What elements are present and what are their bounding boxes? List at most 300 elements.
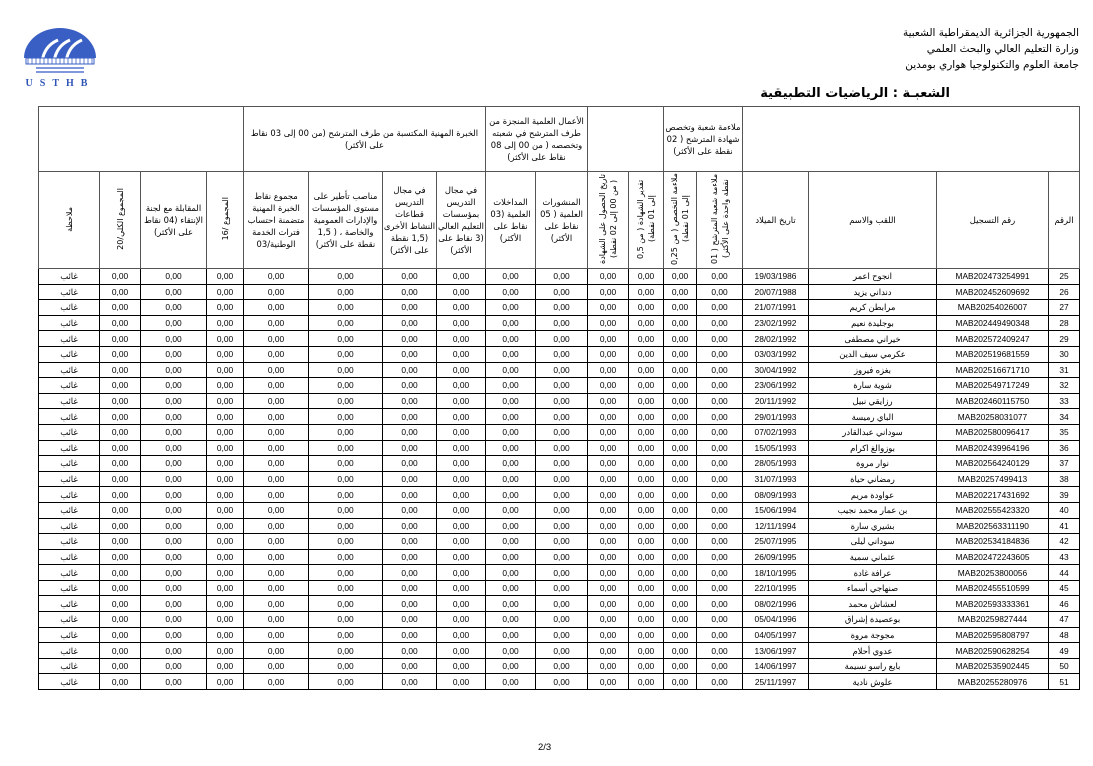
header-blank-identity — [743, 107, 1080, 172]
cell-specialty-suitability: 0,00 — [664, 549, 697, 565]
cell-degree-grade: 0,00 — [629, 409, 664, 425]
col-degree-date: تاريخ الحصول على الشهادة ( من 00 إلى 02 نقطة) — [588, 172, 629, 269]
cell-grand-total: 0,00 — [100, 424, 141, 440]
cell-publications: 0,00 — [536, 549, 588, 565]
cell-publications: 0,00 — [536, 393, 588, 409]
cell-higher-ed-teaching: 0,00 — [437, 674, 486, 690]
cell-name: بوجليدة نعيم — [809, 315, 937, 331]
cell-remark: غائب — [39, 565, 100, 581]
cell-communications: 0,00 — [486, 487, 536, 503]
cell-specialty-suitability: 0,00 — [664, 269, 697, 285]
cell-index: 44 — [1049, 565, 1080, 581]
cell-birth-date: 08/02/1996 — [743, 596, 809, 612]
cell-interview: 0,00 — [141, 502, 207, 518]
cell-index: 34 — [1049, 409, 1080, 425]
cell-index: 47 — [1049, 612, 1080, 628]
cell-publications: 0,00 — [536, 346, 588, 362]
cell-birth-date: 30/04/1992 — [743, 362, 809, 378]
cell-registration: MAB202595808797 — [937, 627, 1049, 643]
cell-interview: 0,00 — [141, 362, 207, 378]
cell-communications: 0,00 — [486, 346, 536, 362]
cell-subtotal: 0,00 — [207, 393, 244, 409]
cell-publications: 0,00 — [536, 424, 588, 440]
cell-branch-suitability: 0,00 — [697, 674, 743, 690]
cell-publications: 0,00 — [536, 612, 588, 628]
cell-specialty-suitability: 0,00 — [664, 300, 697, 316]
cell-registration: MAB202572409247 — [937, 331, 1049, 347]
cell-registration: MAB202549717249 — [937, 378, 1049, 394]
cell-publications: 0,00 — [536, 378, 588, 394]
cell-higher-ed-teaching: 0,00 — [437, 346, 486, 362]
cell-other-sectors: 0,00 — [383, 456, 437, 472]
cell-registration: MAB20253800056 — [937, 565, 1049, 581]
cell-higher-ed-teaching: 0,00 — [437, 596, 486, 612]
table-row — [39, 409, 1080, 425]
cell-experience-total: 0,00 — [244, 565, 309, 581]
cell-interview: 0,00 — [141, 643, 207, 659]
cell-birth-date: 15/06/1994 — [743, 502, 809, 518]
cell-other-sectors: 0,00 — [383, 440, 437, 456]
cell-remark: غائب — [39, 331, 100, 347]
cell-interview: 0,00 — [141, 284, 207, 300]
cell-subtotal: 0,00 — [207, 331, 244, 347]
cell-remark: غائب — [39, 612, 100, 628]
cell-communications: 0,00 — [486, 362, 536, 378]
cell-specialty-suitability: 0,00 — [664, 596, 697, 612]
cell-registration: MAB202516671710 — [937, 362, 1049, 378]
cell-management: 0,00 — [309, 300, 383, 316]
cell-subtotal: 0,00 — [207, 471, 244, 487]
cell-name: عثماني سمية — [809, 549, 937, 565]
cell-degree-date: 0,00 — [588, 378, 629, 394]
cell-degree-grade: 0,00 — [629, 456, 664, 472]
cell-index: 51 — [1049, 674, 1080, 690]
cell-branch-suitability: 0,00 — [697, 612, 743, 628]
table-row — [39, 300, 1080, 316]
cell-name: دنداني يزيد — [809, 284, 937, 300]
cell-grand-total: 0,00 — [100, 643, 141, 659]
cell-interview: 0,00 — [141, 269, 207, 285]
cell-other-sectors: 0,00 — [383, 518, 437, 534]
cell-branch-suitability: 0,00 — [697, 580, 743, 596]
cell-branch-suitability: 0,00 — [697, 487, 743, 503]
cell-birth-date: 29/01/1993 — [743, 409, 809, 425]
cell-interview: 0,00 — [141, 440, 207, 456]
cell-subtotal: 0,00 — [207, 580, 244, 596]
col-other-sectors: في مجال التدريس قطاعات النشاط الأخرى (1,5 نقطة على الأكثر) — [383, 172, 437, 269]
cell-grand-total: 0,00 — [100, 331, 141, 347]
cell-specialty-suitability: 0,00 — [664, 346, 697, 362]
cell-other-sectors: 0,00 — [383, 643, 437, 659]
cell-grand-total: 0,00 — [100, 471, 141, 487]
cell-interview: 0,00 — [141, 580, 207, 596]
cell-communications: 0,00 — [486, 596, 536, 612]
cell-remark: غائب — [39, 471, 100, 487]
cell-birth-date: 23/02/1992 — [743, 315, 809, 331]
cell-experience-total: 0,00 — [244, 284, 309, 300]
cell-interview: 0,00 — [141, 424, 207, 440]
cell-interview: 0,00 — [141, 346, 207, 362]
cell-experience-total: 0,00 — [244, 580, 309, 596]
ministry-line: وزارة التعليم العالي والبحث العلمي — [926, 43, 1079, 55]
cell-degree-date: 0,00 — [588, 471, 629, 487]
cell-management: 0,00 — [309, 471, 383, 487]
cell-degree-date: 0,00 — [588, 643, 629, 659]
cell-higher-ed-teaching: 0,00 — [437, 643, 486, 659]
table-row — [39, 393, 1080, 409]
cell-name: عواودة مريم — [809, 487, 937, 503]
cell-index: 46 — [1049, 596, 1080, 612]
cell-remark: غائب — [39, 346, 100, 362]
cell-other-sectors: 0,00 — [383, 269, 437, 285]
cell-degree-grade: 0,00 — [629, 424, 664, 440]
cell-other-sectors: 0,00 — [383, 502, 437, 518]
cell-degree-date: 0,00 — [588, 612, 629, 628]
cell-specialty-suitability: 0,00 — [664, 284, 697, 300]
cell-branch-suitability: 0,00 — [697, 502, 743, 518]
col-interview: المقابلة مع لجنة الإنتقاء (04 نقاط على الأكثر) — [141, 172, 207, 269]
cell-name: بايع راسو نسيمة — [809, 658, 937, 674]
cell-communications: 0,00 — [486, 300, 536, 316]
col-index: الرقم — [1049, 172, 1080, 269]
cell-grand-total: 0,00 — [100, 549, 141, 565]
cell-specialty-suitability: 0,00 — [664, 658, 697, 674]
cell-publications: 0,00 — [536, 331, 588, 347]
cell-management: 0,00 — [309, 331, 383, 347]
cell-interview: 0,00 — [141, 300, 207, 316]
cell-subtotal: 0,00 — [207, 284, 244, 300]
cell-degree-date: 0,00 — [588, 518, 629, 534]
cell-degree-date: 0,00 — [588, 596, 629, 612]
cell-grand-total: 0,00 — [100, 378, 141, 394]
cell-index: 30 — [1049, 346, 1080, 362]
cell-higher-ed-teaching: 0,00 — [437, 315, 486, 331]
cell-management: 0,00 — [309, 346, 383, 362]
cell-branch-suitability: 0,00 — [697, 456, 743, 472]
cell-publications: 0,00 — [536, 409, 588, 425]
cell-birth-date: 19/03/1986 — [743, 269, 809, 285]
cell-grand-total: 0,00 — [100, 440, 141, 456]
cell-degree-date: 0,00 — [588, 362, 629, 378]
cell-remark: غائب — [39, 549, 100, 565]
cell-subtotal: 0,00 — [207, 346, 244, 362]
cell-registration: MAB202455510599 — [937, 580, 1049, 596]
cell-subtotal: 0,00 — [207, 487, 244, 503]
cell-branch-suitability: 0,00 — [697, 658, 743, 674]
cell-subtotal: 0,00 — [207, 658, 244, 674]
cell-index: 26 — [1049, 284, 1080, 300]
cell-degree-date: 0,00 — [588, 346, 629, 362]
cell-birth-date: 07/02/1993 — [743, 424, 809, 440]
cell-name: عدوي أحلام — [809, 643, 937, 659]
cell-index: 36 — [1049, 440, 1080, 456]
cell-name: خيراني مصطفى — [809, 331, 937, 347]
table-row — [39, 674, 1080, 690]
cell-remark: غائب — [39, 440, 100, 456]
cell-grand-total: 0,00 — [100, 393, 141, 409]
cell-interview: 0,00 — [141, 471, 207, 487]
cell-specialty-suitability: 0,00 — [664, 331, 697, 347]
cell-branch-suitability: 0,00 — [697, 549, 743, 565]
cell-branch-suitability: 0,00 — [697, 331, 743, 347]
cell-grand-total: 0,00 — [100, 502, 141, 518]
cell-degree-date: 0,00 — [588, 284, 629, 300]
cell-degree-grade: 0,00 — [629, 378, 664, 394]
cell-index: 32 — [1049, 378, 1080, 394]
cell-registration: MAB202534184836 — [937, 534, 1049, 550]
cell-specialty-suitability: 0,00 — [664, 534, 697, 550]
cell-remark: غائب — [39, 362, 100, 378]
cell-index: 39 — [1049, 487, 1080, 503]
cell-remark: غائب — [39, 643, 100, 659]
cell-publications: 0,00 — [536, 518, 588, 534]
cell-subtotal: 0,00 — [207, 627, 244, 643]
header-group-scientific-work: الأعمال العلمية المنجزة من طرف المترشح في شعبته وتخصصه ( من 00 إلى 08 نقاط على الأكثر) — [486, 107, 588, 172]
cell-specialty-suitability: 0,00 — [664, 424, 697, 440]
cell-degree-date: 0,00 — [588, 487, 629, 503]
cell-management: 0,00 — [309, 518, 383, 534]
cell-experience-total: 0,00 — [244, 440, 309, 456]
cell-higher-ed-teaching: 0,00 — [437, 362, 486, 378]
cell-grand-total: 0,00 — [100, 409, 141, 425]
cell-degree-date: 0,00 — [588, 315, 629, 331]
cell-experience-total: 0,00 — [244, 487, 309, 503]
cell-name: رمضاني حياة — [809, 471, 937, 487]
cell-specialty-suitability: 0,00 — [664, 643, 697, 659]
cell-name: شوية سارة — [809, 378, 937, 394]
cell-experience-total: 0,00 — [244, 518, 309, 534]
table-row — [39, 269, 1080, 285]
cell-subtotal: 0,00 — [207, 596, 244, 612]
cell-degree-grade: 0,00 — [629, 612, 664, 628]
cell-branch-suitability: 0,00 — [697, 362, 743, 378]
cell-name: بوعصيدة إشراق — [809, 612, 937, 628]
cell-specialty-suitability: 0,00 — [664, 612, 697, 628]
cell-birth-date: 20/07/1988 — [743, 284, 809, 300]
cell-name: مجوجة مروة — [809, 627, 937, 643]
cell-experience-total: 0,00 — [244, 674, 309, 690]
cell-publications: 0,00 — [536, 565, 588, 581]
cell-experience-total: 0,00 — [244, 643, 309, 659]
cell-degree-grade: 0,00 — [629, 518, 664, 534]
table-row — [39, 643, 1080, 659]
cell-remark: غائب — [39, 284, 100, 300]
cell-birth-date: 04/05/1997 — [743, 627, 809, 643]
table-row — [39, 596, 1080, 612]
table-row — [39, 534, 1080, 550]
cell-other-sectors: 0,00 — [383, 300, 437, 316]
cell-remark: غائب — [39, 596, 100, 612]
table-row — [39, 315, 1080, 331]
cell-communications: 0,00 — [486, 393, 536, 409]
cell-registration: MAB202564240129 — [937, 456, 1049, 472]
cell-communications: 0,00 — [486, 315, 536, 331]
department-title: الشعبـة : الرياضيات التطبيقية — [760, 86, 950, 101]
table-row — [39, 378, 1080, 394]
cell-degree-grade: 0,00 — [629, 269, 664, 285]
university-emblem-icon — [14, 28, 106, 78]
cell-communications: 0,00 — [486, 471, 536, 487]
cell-higher-ed-teaching: 0,00 — [437, 300, 486, 316]
cell-other-sectors: 0,00 — [383, 487, 437, 503]
cell-higher-ed-teaching: 0,00 — [437, 331, 486, 347]
header-blank-totals — [39, 107, 244, 172]
cell-degree-grade: 0,00 — [629, 346, 664, 362]
col-specialty-suitability: ملاءمة التخصص ( من 0,25 إلى 01 نقطة) — [664, 172, 697, 269]
cell-branch-suitability: 0,00 — [697, 534, 743, 550]
logo-text: USTHB — [25, 78, 95, 89]
cell-registration: MAB20259827444 — [937, 612, 1049, 628]
col-branch-suitability: ملاءمة شعبة المترشح ( 01 نقطة واحدة على الأكثر) — [697, 172, 743, 269]
cell-degree-date: 0,00 — [588, 331, 629, 347]
cell-index: 31 — [1049, 362, 1080, 378]
cell-publications: 0,00 — [536, 284, 588, 300]
cell-higher-ed-teaching: 0,00 — [437, 627, 486, 643]
results-table — [38, 106, 1080, 690]
cell-communications: 0,00 — [486, 378, 536, 394]
cell-registration: MAB202519681559 — [937, 346, 1049, 362]
cell-remark: غائب — [39, 424, 100, 440]
cell-birth-date: 25/11/1997 — [743, 674, 809, 690]
cell-degree-grade: 0,00 — [629, 487, 664, 503]
cell-subtotal: 0,00 — [207, 424, 244, 440]
cell-birth-date: 22/10/1995 — [743, 580, 809, 596]
cell-specialty-suitability: 0,00 — [664, 565, 697, 581]
cell-other-sectors: 0,00 — [383, 549, 437, 565]
cell-management: 0,00 — [309, 502, 383, 518]
cell-communications: 0,00 — [486, 440, 536, 456]
col-management: مناصب تأطير على مستوى المؤسسات والإدارات العمومية والخاصة ، ( 1,5 نقطة على الأكثر) — [309, 172, 383, 269]
cell-publications: 0,00 — [536, 269, 588, 285]
cell-degree-grade: 0,00 — [629, 580, 664, 596]
cell-other-sectors: 0,00 — [383, 596, 437, 612]
cell-experience-total: 0,00 — [244, 471, 309, 487]
cell-higher-ed-teaching: 0,00 — [437, 456, 486, 472]
cell-degree-grade: 0,00 — [629, 674, 664, 690]
cell-subtotal: 0,00 — [207, 456, 244, 472]
col-registration: رقم التسجيل — [937, 172, 1049, 269]
cell-management: 0,00 — [309, 674, 383, 690]
cell-birth-date: 31/07/1993 — [743, 471, 809, 487]
table-row — [39, 440, 1080, 456]
cell-name: سوداني عبدالقادر — [809, 424, 937, 440]
cell-branch-suitability: 0,00 — [697, 300, 743, 316]
col-higher-ed-teaching: في مجال التدريس بمؤسسات التعليم العالي (3 نقاط على الأكثر) — [437, 172, 486, 269]
cell-communications: 0,00 — [486, 643, 536, 659]
cell-management: 0,00 — [309, 534, 383, 550]
cell-remark: غائب — [39, 456, 100, 472]
cell-experience-total: 0,00 — [244, 331, 309, 347]
cell-communications: 0,00 — [486, 549, 536, 565]
cell-registration: MAB202563311190 — [937, 518, 1049, 534]
cell-remark: غائب — [39, 658, 100, 674]
cell-experience-total: 0,00 — [244, 612, 309, 628]
cell-higher-ed-teaching: 0,00 — [437, 487, 486, 503]
cell-experience-total: 0,00 — [244, 269, 309, 285]
institution-header — [903, 25, 1079, 73]
cell-index: 50 — [1049, 658, 1080, 674]
cell-subtotal: 0,00 — [207, 549, 244, 565]
cell-index: 35 — [1049, 424, 1080, 440]
cell-birth-date: 18/10/1995 — [743, 565, 809, 581]
cell-communications: 0,00 — [486, 456, 536, 472]
cell-name: رزايقي نبيل — [809, 393, 937, 409]
cell-remark: غائب — [39, 534, 100, 550]
cell-management: 0,00 — [309, 409, 383, 425]
cell-higher-ed-teaching: 0,00 — [437, 378, 486, 394]
cell-branch-suitability: 0,00 — [697, 643, 743, 659]
university-line: جامعة العلوم والتكنولوجيا هواري بومدين — [905, 59, 1079, 71]
col-remark: ملاحظة — [39, 172, 100, 269]
cell-degree-date: 0,00 — [588, 565, 629, 581]
cell-publications: 0,00 — [536, 362, 588, 378]
cell-communications: 0,00 — [486, 627, 536, 643]
cell-name: نوار مروة — [809, 456, 937, 472]
cell-other-sectors: 0,00 — [383, 378, 437, 394]
cell-index: 43 — [1049, 549, 1080, 565]
cell-grand-total: 0,00 — [100, 284, 141, 300]
col-publications: المنشورات العلمية ( 05 نقاط على الأكثر) — [536, 172, 588, 269]
cell-index: 29 — [1049, 331, 1080, 347]
cell-remark: غائب — [39, 315, 100, 331]
cell-experience-total: 0,00 — [244, 393, 309, 409]
cell-other-sectors: 0,00 — [383, 674, 437, 690]
cell-interview: 0,00 — [141, 487, 207, 503]
cell-branch-suitability: 0,00 — [697, 269, 743, 285]
cell-branch-suitability: 0,00 — [697, 378, 743, 394]
cell-other-sectors: 0,00 — [383, 627, 437, 643]
cell-registration: MAB20258031077 — [937, 409, 1049, 425]
cell-communications: 0,00 — [486, 565, 536, 581]
table-row — [39, 627, 1080, 643]
cell-degree-grade: 0,00 — [629, 549, 664, 565]
cell-other-sectors: 0,00 — [383, 612, 437, 628]
cell-other-sectors: 0,00 — [383, 424, 437, 440]
cell-degree-grade: 0,00 — [629, 565, 664, 581]
cell-subtotal: 0,00 — [207, 300, 244, 316]
cell-interview: 0,00 — [141, 674, 207, 690]
cell-name: بوزوالغ اكرام — [809, 440, 937, 456]
cell-index: 45 — [1049, 580, 1080, 596]
cell-degree-date: 0,00 — [588, 440, 629, 456]
cell-branch-suitability: 0,00 — [697, 393, 743, 409]
cell-experience-total: 0,00 — [244, 596, 309, 612]
cell-name: عرافة غادة — [809, 565, 937, 581]
cell-degree-grade: 0,00 — [629, 643, 664, 659]
cell-name: الباي رميسة — [809, 409, 937, 425]
cell-interview: 0,00 — [141, 658, 207, 674]
cell-subtotal: 0,00 — [207, 502, 244, 518]
cell-name: بشيري سارة — [809, 518, 937, 534]
cell-birth-date: 15/05/1993 — [743, 440, 809, 456]
cell-degree-date: 0,00 — [588, 502, 629, 518]
cell-birth-date: 28/05/1993 — [743, 456, 809, 472]
cell-higher-ed-teaching: 0,00 — [437, 612, 486, 628]
cell-communications: 0,00 — [486, 518, 536, 534]
cell-name: بغزه فيروز — [809, 362, 937, 378]
cell-specialty-suitability: 0,00 — [664, 378, 697, 394]
cell-management: 0,00 — [309, 580, 383, 596]
cell-communications: 0,00 — [486, 580, 536, 596]
cell-communications: 0,00 — [486, 502, 536, 518]
cell-higher-ed-teaching: 0,00 — [437, 409, 486, 425]
usthb-logo — [14, 28, 106, 90]
col-name: اللقب والاسم — [809, 172, 937, 269]
cell-higher-ed-teaching: 0,00 — [437, 440, 486, 456]
cell-interview: 0,00 — [141, 627, 207, 643]
table-row — [39, 362, 1080, 378]
cell-grand-total: 0,00 — [100, 487, 141, 503]
